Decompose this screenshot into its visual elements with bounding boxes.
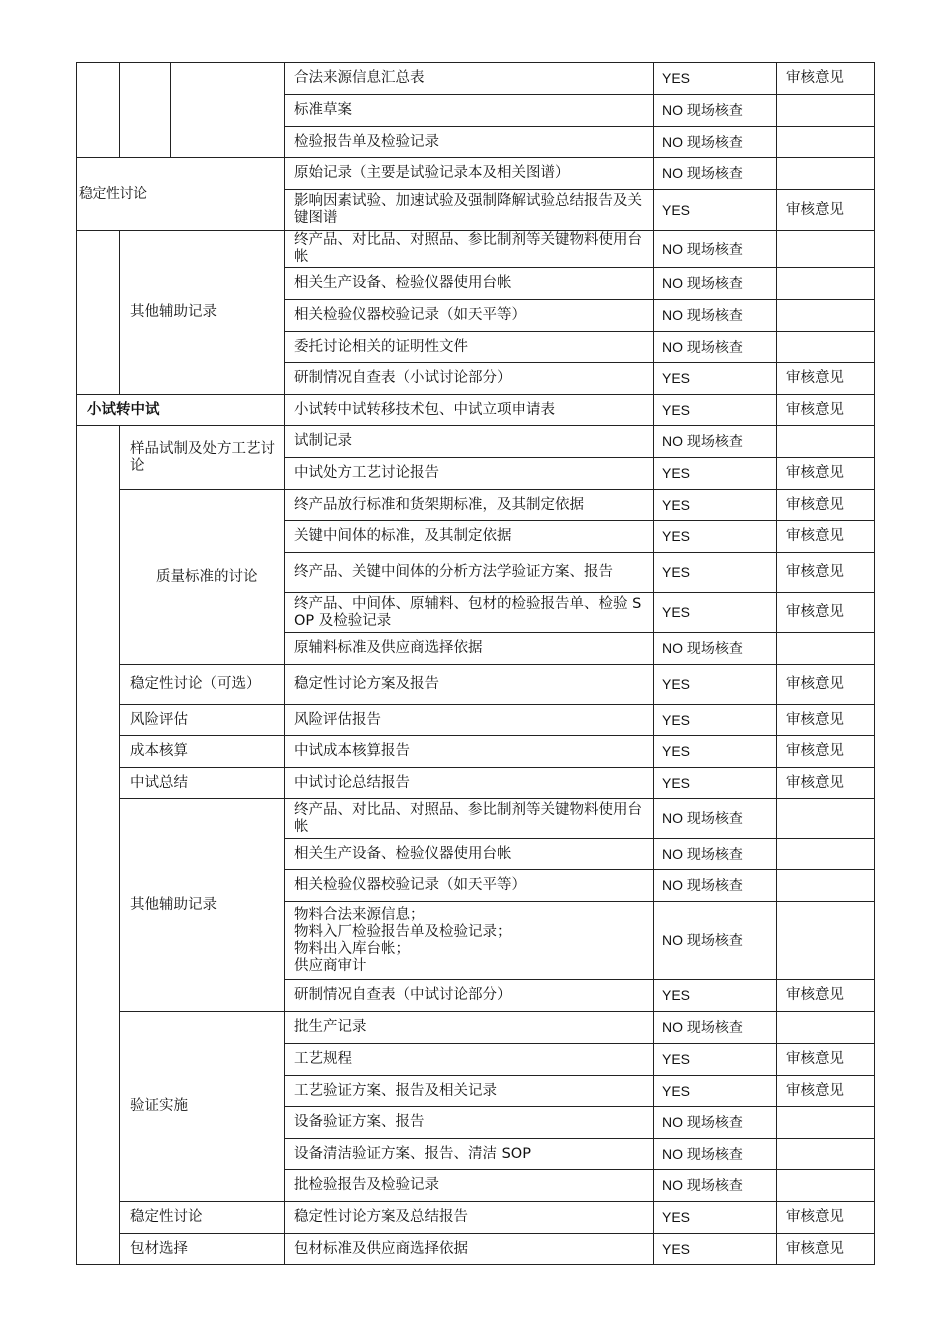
item-cell: 关键中间体的标准，及其制定依据	[285, 521, 654, 553]
review-cell	[777, 1170, 875, 1202]
yes-no-cell: YES	[654, 395, 777, 426]
yes-no-cell: YES	[654, 458, 777, 490]
category-risk: 风险评估	[120, 705, 285, 736]
category-other-records: 其他辅助记录	[120, 231, 285, 395]
item-cell: 研制情况自查表（小试讨论部分）	[285, 363, 654, 395]
review-cell: 审核意见	[777, 521, 875, 553]
item-cell: 终产品放行标准和货架期标准，及其制定依据	[285, 490, 654, 521]
review-cell: 审核意见	[777, 1076, 875, 1107]
blank-cell	[77, 231, 120, 395]
item-cell: 中试处方工艺讨论报告	[285, 458, 654, 490]
review-cell	[777, 95, 875, 127]
review-cell	[777, 799, 875, 839]
yes-no-cell: YES	[654, 190, 777, 231]
yes-no-cell: NO 现场核查	[654, 633, 777, 665]
item-cell: 原辅料标准及供应商选择依据	[285, 633, 654, 665]
yes-no-cell: NO 现场核查	[654, 870, 777, 902]
yes-no-cell: NO 现场核查	[654, 1139, 777, 1170]
table-row	[77, 768, 875, 799]
review-cell: 审核意见	[777, 1234, 875, 1265]
review-checklist-table	[76, 62, 875, 1265]
item-cell: 委托讨论相关的证明性文件	[285, 332, 654, 363]
item-cell: 合法来源信息汇总表	[285, 63, 654, 95]
item-cell: 设备清洁验证方案、报告、清洁 SOP	[285, 1139, 654, 1170]
yes-no-cell: NO 现场核查	[654, 1107, 777, 1139]
yes-no-cell: YES	[654, 1234, 777, 1265]
yes-no-cell: NO 现场核查	[654, 268, 777, 300]
table-row	[77, 158, 875, 190]
table-row	[77, 665, 875, 705]
yes-no-cell: YES	[654, 736, 777, 768]
table-row	[77, 1202, 875, 1234]
item-cell: 相关检验仪器校验记录（如天平等）	[285, 300, 654, 332]
item-cell: 设备验证方案、报告	[285, 1107, 654, 1139]
yes-no-cell: YES	[654, 768, 777, 799]
item-cell: 检验报告单及检验记录	[285, 127, 654, 158]
yes-no-cell: YES	[654, 490, 777, 521]
yes-no-cell: NO 现场核查	[654, 839, 777, 870]
item-cell: 终产品、对比品、对照品、参比制剂等关键物料使用台帐	[285, 231, 654, 268]
review-cell: 审核意见	[777, 1044, 875, 1076]
yes-no-cell: NO 现场核查	[654, 127, 777, 158]
review-cell	[777, 332, 875, 363]
item-cell: 终产品、对比品、对照品、参比制剂等关键物料使用台帐	[285, 799, 654, 839]
yes-no-cell: NO 现场核查	[654, 332, 777, 363]
item-cell: 批生产记录	[285, 1012, 654, 1044]
yes-no-cell: NO 现场核查	[654, 300, 777, 332]
item-cell: 影响因素试验、加速试验及强制降解试验总结报告及关键图谱	[285, 190, 654, 231]
table-row	[77, 1234, 875, 1265]
review-cell	[777, 300, 875, 332]
review-cell: 审核意见	[777, 363, 875, 395]
yes-no-cell: YES	[654, 63, 777, 95]
blank-cell	[77, 63, 120, 158]
blank-cell	[120, 63, 171, 158]
yes-no-cell: YES	[654, 553, 777, 593]
item-cell: 物料合法来源信息； 物料入厂检验报告单及检验记录； 物料出入库台帐； 供应商审计	[285, 902, 654, 980]
review-cell	[777, 158, 875, 190]
review-cell	[777, 268, 875, 300]
item-cell: 相关检验仪器校验记录（如天平等）	[285, 870, 654, 902]
category-quality-standard: 质量标准的讨论	[120, 490, 285, 665]
review-cell	[777, 839, 875, 870]
item-cell: 小试转中试转移技术包、中试立项申请表	[285, 395, 654, 426]
category-stability: 稳定性讨论	[77, 158, 285, 231]
review-cell: 审核意见	[777, 63, 875, 95]
blank-cell	[171, 63, 285, 158]
yes-no-cell: YES	[654, 705, 777, 736]
item-cell: 标准草案	[285, 95, 654, 127]
yes-no-cell: YES	[654, 1044, 777, 1076]
yes-no-cell: NO 现场核查	[654, 231, 777, 268]
table-row	[77, 63, 875, 95]
item-cell: 相关生产设备、检验仪器使用台帐	[285, 268, 654, 300]
item-cell: 批检验报告及检验记录	[285, 1170, 654, 1202]
table-row	[77, 490, 875, 521]
review-cell: 审核意见	[777, 980, 875, 1012]
category-stability-optional: 稳定性讨论（可选）	[120, 665, 285, 705]
review-cell	[777, 902, 875, 980]
table-row	[77, 736, 875, 768]
review-cell	[777, 870, 875, 902]
yes-no-cell: NO 现场核查	[654, 426, 777, 458]
item-cell: 工艺验证方案、报告及相关记录	[285, 1076, 654, 1107]
item-cell: 包材标准及供应商选择依据	[285, 1234, 654, 1265]
review-cell: 审核意见	[777, 736, 875, 768]
review-cell	[777, 127, 875, 158]
review-cell	[777, 426, 875, 458]
yes-no-cell: NO 现场核查	[654, 1012, 777, 1044]
item-cell: 研制情况自查表（中试讨论部分）	[285, 980, 654, 1012]
item-cell: 原始记录（主要是试验记录本及相关图谱）	[285, 158, 654, 190]
category-sample-process: 样品试制及处方工艺讨论	[120, 426, 285, 490]
review-cell	[777, 231, 875, 268]
item-cell: 终产品、中间体、原辅料、包材的检验报告单、检验 SOP 及检验记录	[285, 593, 654, 633]
item-cell: 试制记录	[285, 426, 654, 458]
table-row	[77, 231, 875, 268]
yes-no-cell: YES	[654, 1202, 777, 1234]
review-cell: 审核意见	[777, 768, 875, 799]
table-row	[77, 705, 875, 736]
review-cell: 审核意见	[777, 458, 875, 490]
category-transfer: 小试转中试	[77, 395, 285, 426]
category-validation: 验证实施	[120, 1012, 285, 1202]
review-cell: 审核意见	[777, 553, 875, 593]
review-cell	[777, 1107, 875, 1139]
category-other-records: 其他辅助记录	[120, 799, 285, 1012]
item-cell: 风险评估报告	[285, 705, 654, 736]
yes-no-cell: YES	[654, 521, 777, 553]
table-row	[77, 1012, 875, 1044]
yes-no-cell: NO 现场核查	[654, 95, 777, 127]
item-cell: 稳定性讨论方案及报告	[285, 665, 654, 705]
item-cell: 稳定性讨论方案及总结报告	[285, 1202, 654, 1234]
item-cell: 工艺规程	[285, 1044, 654, 1076]
yes-no-cell: YES	[654, 363, 777, 395]
item-cell: 中试成本核算报告	[285, 736, 654, 768]
category-packaging: 包材选择	[120, 1234, 285, 1265]
table-row	[77, 395, 875, 426]
category-stability: 稳定性讨论	[120, 1202, 285, 1234]
yes-no-cell: YES	[654, 665, 777, 705]
review-cell: 审核意见	[777, 490, 875, 521]
review-cell: 审核意见	[777, 1202, 875, 1234]
blank-cell	[77, 426, 120, 1265]
category-summary: 中试总结	[120, 768, 285, 799]
yes-no-cell: YES	[654, 1076, 777, 1107]
review-cell: 审核意见	[777, 665, 875, 705]
yes-no-cell: YES	[654, 593, 777, 633]
review-cell	[777, 1139, 875, 1170]
yes-no-cell: YES	[654, 980, 777, 1012]
review-cell: 审核意见	[777, 593, 875, 633]
item-cell: 相关生产设备、检验仪器使用台帐	[285, 839, 654, 870]
category-cost: 成本核算	[120, 736, 285, 768]
item-cell: 中试讨论总结报告	[285, 768, 654, 799]
review-cell: 审核意见	[777, 190, 875, 231]
table-row	[77, 426, 875, 458]
yes-no-cell: NO 现场核查	[654, 158, 777, 190]
yes-no-cell: NO 现场核查	[654, 1170, 777, 1202]
review-cell	[777, 1012, 875, 1044]
table-row	[77, 799, 875, 839]
yes-no-cell: NO 现场核查	[654, 902, 777, 980]
review-cell: 审核意见	[777, 395, 875, 426]
item-cell: 终产品、关键中间体的分析方法学验证方案、报告	[285, 553, 654, 593]
review-cell: 审核意见	[777, 705, 875, 736]
review-cell	[777, 633, 875, 665]
yes-no-cell: NO 现场核查	[654, 799, 777, 839]
